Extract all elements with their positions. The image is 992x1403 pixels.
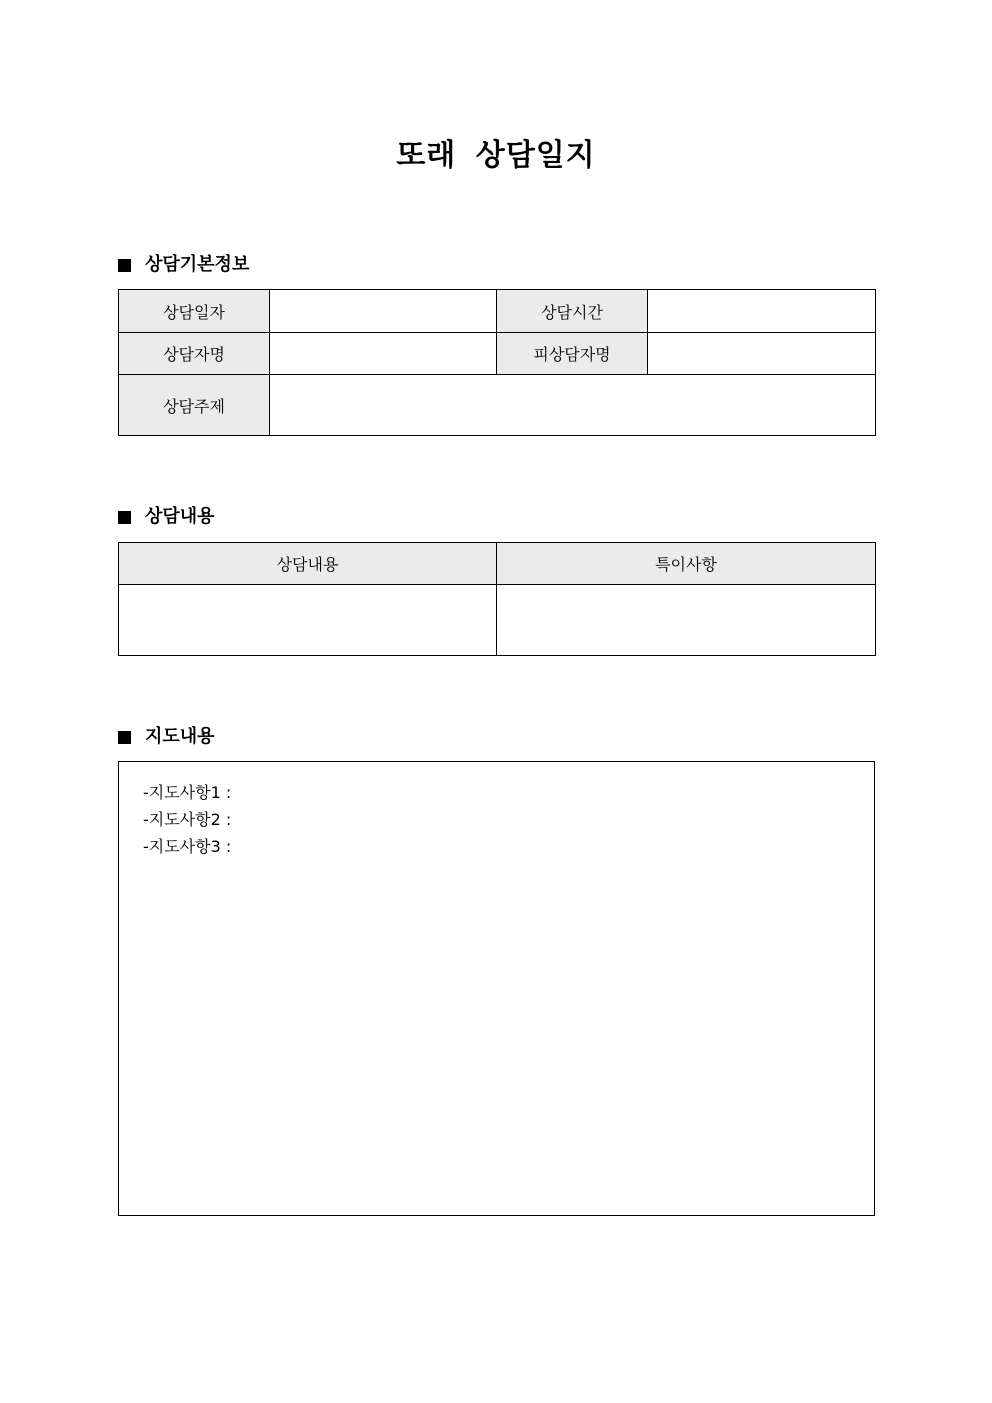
- table-row: [119, 375, 876, 436]
- square-bullet-icon: [118, 731, 131, 744]
- topic-field[interactable]: [270, 375, 876, 436]
- section-heading-label: 지도내용: [145, 726, 215, 747]
- square-bullet-icon: [118, 511, 131, 524]
- section-heading-label: 상담내용: [145, 506, 215, 527]
- square-bullet-icon: [118, 259, 131, 272]
- notes-column-header: 특이사항: [497, 543, 876, 585]
- date-field[interactable]: [270, 290, 497, 333]
- table-row: [119, 585, 876, 656]
- time-label: 상담시간: [497, 290, 648, 333]
- content-column-header: 상담내용: [119, 543, 497, 585]
- content-table: [118, 542, 876, 656]
- table-row: [119, 543, 876, 585]
- content-field[interactable]: [119, 585, 497, 656]
- section-heading-label: 상담기본정보: [145, 254, 250, 275]
- notes-field[interactable]: [497, 585, 876, 656]
- counselor-name-field[interactable]: [270, 333, 497, 375]
- table-row: [119, 333, 876, 375]
- counselee-name-field[interactable]: [648, 333, 876, 375]
- basic-info-table: [118, 289, 876, 436]
- page-title: 또래 상담일지: [396, 138, 596, 173]
- counselor-name-label: 상담자명: [119, 333, 270, 375]
- counselee-name-label: 피상담자명: [497, 333, 648, 375]
- guidance-item-1: -지도사항1 :: [143, 783, 232, 802]
- guidance-item-3: -지도사항3 :: [143, 837, 232, 856]
- section-heading-guidance: [118, 725, 215, 749]
- date-label: 상담일자: [119, 290, 270, 333]
- guidance-item-2: -지도사항2 :: [143, 810, 232, 829]
- table-row: [119, 290, 876, 333]
- section-heading-basic-info: [118, 253, 249, 277]
- section-heading-content: [118, 505, 215, 529]
- guidance-box[interactable]: [118, 761, 875, 1216]
- time-field[interactable]: [648, 290, 876, 333]
- topic-label: 상담주제: [119, 375, 270, 436]
